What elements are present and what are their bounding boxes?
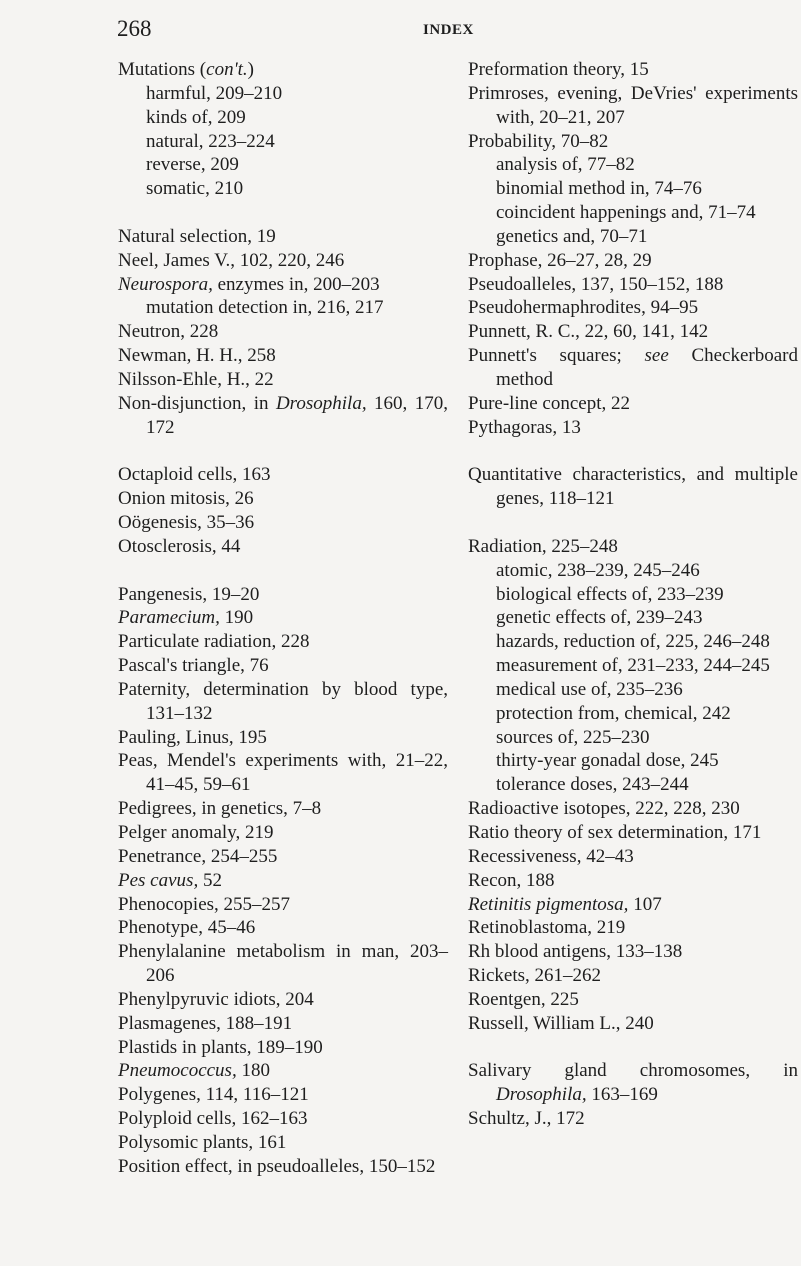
index-text: sources of, 225–230 xyxy=(496,726,650,748)
index-subentry xyxy=(468,773,798,797)
index-entry xyxy=(118,606,448,630)
index-gap xyxy=(118,201,448,225)
index-entry xyxy=(118,726,448,750)
index-subentry xyxy=(468,225,798,249)
index-text: Prophase, 26–27, 28, 29 xyxy=(468,249,652,271)
index-text: Plasmagenes, 188–191 xyxy=(118,1012,293,1034)
index-entry xyxy=(468,535,798,559)
index-entry xyxy=(118,821,448,845)
index-text: Preformation theory, 15 xyxy=(468,59,649,80)
index-text: analysis of, 77–82 xyxy=(496,154,635,176)
index-text: Recon, 188 xyxy=(468,869,555,891)
index-text: 163–169 xyxy=(586,1084,658,1106)
index-entry xyxy=(118,893,448,917)
index-text: Oögenesis, 35–36 xyxy=(118,512,255,534)
index-subentry xyxy=(118,106,448,130)
index-text: Pedigrees, in genetics, 7–8 xyxy=(118,798,322,820)
index-text: Radioactive isotopes, 222, 228, 230 xyxy=(468,798,740,820)
index-subentry xyxy=(118,296,448,320)
index-text: biological effects of, 233–239 xyxy=(496,583,724,605)
index-subentry xyxy=(468,177,798,201)
index-subentry xyxy=(468,559,798,583)
index-entry xyxy=(118,1083,448,1107)
index-subentry xyxy=(468,726,798,750)
index-entry xyxy=(118,1155,448,1179)
index-entry xyxy=(118,988,448,1012)
index-entry xyxy=(468,964,798,988)
index-term-italic: Paramecium, xyxy=(118,607,220,629)
index-text: Radiation, 225–248 xyxy=(468,535,618,557)
index-entry xyxy=(468,1012,798,1036)
index-gap xyxy=(118,559,448,583)
index-entry xyxy=(118,1059,448,1083)
index-text: Non-disjunction, in xyxy=(118,392,276,414)
index-text: Primroses, evening, DeVries' experiments with, 20–21, 207 xyxy=(468,82,798,128)
index-gap xyxy=(468,1036,798,1060)
index-entry xyxy=(118,749,448,797)
index-text: thirty-year gonadal dose, 245 xyxy=(496,750,719,772)
index-entry xyxy=(118,320,448,344)
index-term-italic: Neurospora, xyxy=(118,273,213,295)
index-text: Pure-line concept, 22 xyxy=(468,392,630,414)
index-text: Phenocopies, 255–257 xyxy=(118,893,291,915)
index-entry xyxy=(118,678,448,726)
index-subentry xyxy=(118,82,448,106)
index-column-left xyxy=(118,58,448,1179)
index-text: coincident happenings and, 71–74 xyxy=(496,202,756,224)
index-text: reverse, 209 xyxy=(146,154,239,176)
index-text: 180 xyxy=(236,1060,270,1082)
index-text: 52 xyxy=(198,869,222,891)
index-term-italic: see xyxy=(644,345,669,367)
index-gap xyxy=(118,440,448,464)
index-entry xyxy=(118,940,448,988)
index-text: mutation detection in, 216, 217 xyxy=(146,297,384,319)
index-text: Particulate radiation, 228 xyxy=(118,631,310,653)
index-text: measurement of, 231–233, 244–245 xyxy=(496,655,770,677)
index-entry xyxy=(118,392,448,440)
index-entry xyxy=(468,392,798,416)
index-text: Rh blood antigens, 133–138 xyxy=(468,941,683,963)
index-subentry xyxy=(118,153,448,177)
index-subentry xyxy=(468,153,798,177)
index-text: Neutron, 228 xyxy=(118,321,219,343)
index-subentry xyxy=(118,177,448,201)
index-text: Punnett, R. C., 22, 60, 141, 142 xyxy=(468,321,709,343)
index-entry xyxy=(468,845,798,869)
index-entry xyxy=(468,130,798,154)
index-text: Phenylpyruvic idiots, 204 xyxy=(118,988,314,1010)
index-term-italic: Retinitis pigmentosa, xyxy=(468,893,629,915)
index-text: kinds of, 209 xyxy=(146,106,246,128)
index-text: binomial method in, 74–76 xyxy=(496,178,702,200)
index-text: genetic effects of, 239–243 xyxy=(496,607,703,629)
index-entry xyxy=(118,630,448,654)
index-entry xyxy=(118,797,448,821)
index-entry xyxy=(118,1107,448,1131)
index-entry xyxy=(118,1012,448,1036)
index-entry xyxy=(118,845,448,869)
index-text: harmful, 209–210 xyxy=(146,82,283,104)
index-text: Schultz, J., 172 xyxy=(468,1108,585,1130)
index-subentry xyxy=(468,654,798,678)
index-text: Polyploid cells, 162–163 xyxy=(118,1108,308,1130)
index-text: Paternity, determination by blood type, 131–132 xyxy=(118,678,448,724)
index-entry xyxy=(468,988,798,1012)
index-subentry xyxy=(468,749,798,773)
index-subentry xyxy=(468,583,798,607)
index-entry xyxy=(468,463,798,511)
index-entry xyxy=(468,821,798,845)
index-text: somatic, 210 xyxy=(146,178,244,200)
index-text: Roentgen, 225 xyxy=(468,988,579,1010)
index-text: tolerance doses, 243–244 xyxy=(496,774,689,796)
index-text: Salivary gland chromosomes, in xyxy=(468,1060,798,1082)
index-text: Polygenes, 114, 116–121 xyxy=(118,1084,309,1106)
index-text: ) xyxy=(247,59,254,80)
index-entry xyxy=(468,1059,798,1107)
index-text: Plastids in plants, 189–190 xyxy=(118,1036,323,1058)
index-subentry xyxy=(468,201,798,225)
index-entry xyxy=(468,344,798,392)
index-entry xyxy=(118,916,448,940)
index-entry xyxy=(468,1107,798,1131)
index-text: Octaploid cells, 163 xyxy=(118,464,271,486)
index-text: Pseudoalleles, 137, 150–152, 188 xyxy=(468,273,724,295)
index-entry xyxy=(468,797,798,821)
index-text: Newman, H. H., 258 xyxy=(118,345,276,367)
index-subentry xyxy=(468,702,798,726)
index-gap xyxy=(468,440,798,464)
index-entry xyxy=(118,1036,448,1060)
index-text: genetics and, 70–71 xyxy=(496,225,648,247)
index-text: Pascal's triangle, 76 xyxy=(118,655,269,677)
index-text: Natural selection, 19 xyxy=(118,225,276,247)
index-entry xyxy=(468,82,798,130)
index-term-italic: Pes cavus, xyxy=(118,869,199,891)
index-entry xyxy=(118,654,448,678)
index-text: Pauling, Linus, 195 xyxy=(118,726,267,748)
index-text: Phenotype, 45–46 xyxy=(118,917,256,939)
index-text: 160, 170, 172 xyxy=(146,392,448,438)
index-entry xyxy=(468,296,798,320)
index-entry xyxy=(118,58,448,82)
index-entry xyxy=(468,869,798,893)
index-entry xyxy=(468,916,798,940)
index-text: Pythagoras, 13 xyxy=(468,416,581,438)
index-text: Pseudohermaphrodites, 94–95 xyxy=(468,297,699,319)
index-text: Checkerboard method xyxy=(496,345,799,390)
index-entry xyxy=(118,344,448,368)
index-entry xyxy=(468,893,798,917)
index-text: Pangenesis, 19–20 xyxy=(118,583,260,605)
index-text: 190 xyxy=(219,607,254,629)
index-entry xyxy=(118,273,448,297)
index-entry xyxy=(118,511,448,535)
index-text: Recessiveness, 42–43 xyxy=(468,845,634,867)
index-subentry xyxy=(468,630,798,654)
index-text: Pelger anomaly, 219 xyxy=(118,822,274,843)
page-number: 268 xyxy=(117,16,152,41)
index-entry xyxy=(118,869,448,893)
index-entry xyxy=(118,583,448,607)
index-entry xyxy=(468,58,798,82)
index-text: 107 xyxy=(628,893,662,915)
index-subentry xyxy=(468,678,798,702)
index-entry xyxy=(118,368,448,392)
index-text: Punnett's squares; xyxy=(468,345,645,367)
index-text: Russell, William L., 240 xyxy=(468,1012,654,1034)
running-head: INDEX xyxy=(423,22,474,38)
index-entry xyxy=(468,273,798,297)
index-text: Phenylalanine metabolism in man, 203–206 xyxy=(118,941,448,987)
index-text: Position effect, in pseudoalleles, 150–152 xyxy=(118,1155,436,1177)
index-text: Mutations ( xyxy=(118,59,207,80)
index-text: Rickets, 261–262 xyxy=(468,965,601,987)
index-entry xyxy=(118,487,448,511)
index-text: natural, 223–224 xyxy=(146,130,275,152)
index-entry xyxy=(468,940,798,964)
index-entry xyxy=(118,1131,448,1155)
index-text: hazards, reduction of, 225, 246–248 xyxy=(496,631,770,653)
index-term-italic: con't. xyxy=(206,59,248,80)
index-text: Onion mitosis, 26 xyxy=(118,488,254,510)
index-text: Otosclerosis, 44 xyxy=(118,535,241,557)
index-text: Neel, James V., 102, 220, 246 xyxy=(118,249,345,271)
index-subentry xyxy=(118,130,448,154)
index-entry xyxy=(468,249,798,273)
index-text: Quantitative characteristics, and multiple genes, 118–121 xyxy=(468,464,798,510)
index-entry xyxy=(468,320,798,344)
index-text: Polysomic plants, 161 xyxy=(118,1131,287,1153)
index-text: Penetrance, 254–255 xyxy=(118,845,278,867)
index-text: enzymes in, 200–203 xyxy=(212,273,380,295)
index-text: medical use of, 235–236 xyxy=(496,678,683,700)
index-text: Nilsson-Ehle, H., 22 xyxy=(118,368,274,390)
index-term-italic: Drosophila, xyxy=(275,392,367,414)
index-entry xyxy=(118,225,448,249)
index-entry xyxy=(118,249,448,273)
index-text: protection from, chemical, 242 xyxy=(496,702,731,724)
index-text: Ratio theory of sex determination, 171 xyxy=(468,822,762,843)
index-text: atomic, 238–239, 245–246 xyxy=(496,559,700,581)
index-text: Retinoblastoma, 219 xyxy=(468,917,626,939)
index-text: Peas, Mendel's experiments with, 21–22, 41–45, 59–61 xyxy=(118,750,448,796)
index-entry xyxy=(118,535,448,559)
index-entry xyxy=(118,463,448,487)
index-term-italic: Drosophila, xyxy=(496,1084,587,1106)
index-entry xyxy=(468,416,798,440)
index-subentry xyxy=(468,606,798,630)
index-gap xyxy=(468,511,798,535)
index-term-italic: Pneumococcus, xyxy=(118,1060,237,1082)
index-text: Probability, 70–82 xyxy=(468,130,609,152)
index-column-right xyxy=(468,58,798,1131)
